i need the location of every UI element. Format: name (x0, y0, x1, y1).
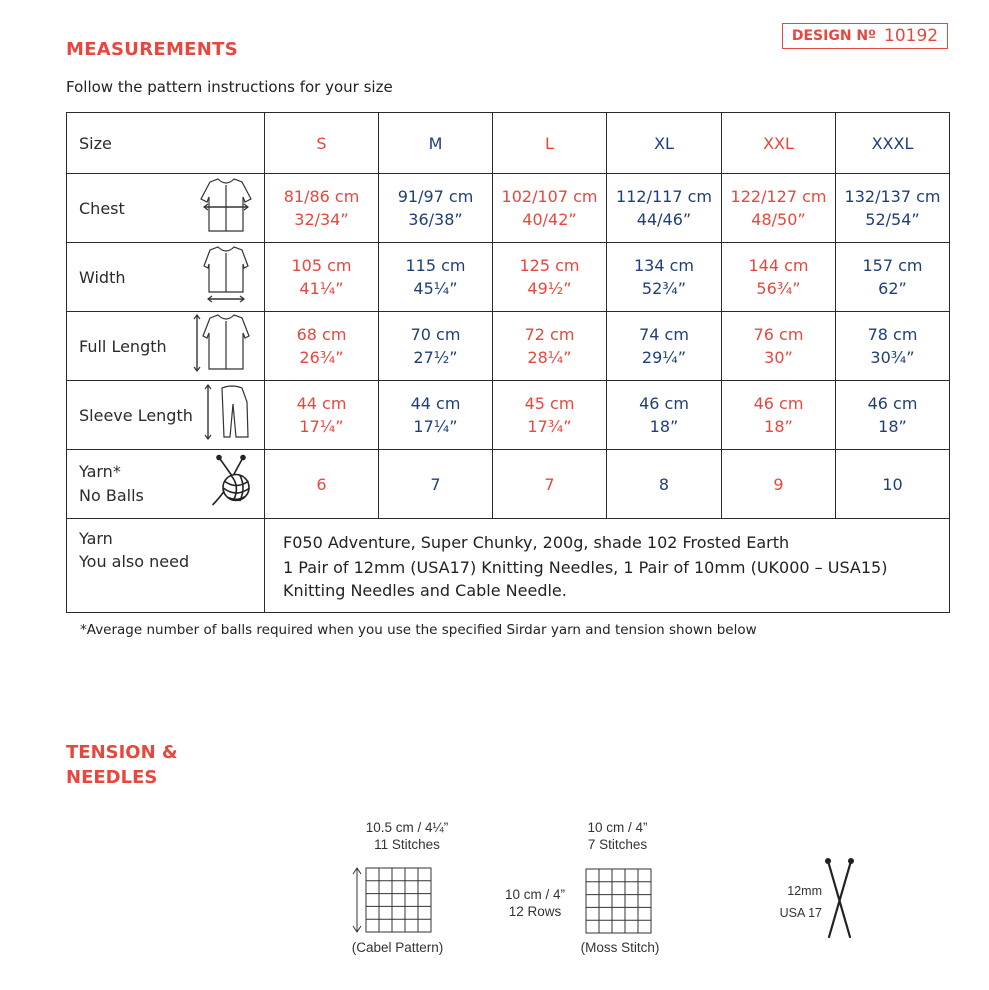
size-header-xl: XL (607, 113, 722, 174)
row-label-sleeve-length (67, 381, 265, 450)
imperial-value: 32/34” (294, 210, 349, 229)
metric-value: 81/86 cm (283, 187, 360, 206)
width-measure-icon (198, 244, 254, 310)
metric-value: 44 cm (296, 394, 347, 413)
row-label-chest (67, 174, 265, 243)
needle-size-text: 12mm (787, 884, 822, 898)
imperial-value: 49½” (527, 279, 572, 298)
row-label-full-length-text: Full Length (79, 336, 167, 356)
design-number: 10192 (884, 26, 939, 46)
metric-value: 144 cm (748, 256, 809, 275)
imperial-value: 17¼” (299, 417, 344, 436)
sleeve-length-measure-icon (202, 382, 254, 448)
metric-value: 122/127 cm (730, 187, 827, 206)
yarn-spec-text: F050 Adventure, Super Chunky, 200g, shade 102 Frosted Earth (283, 532, 790, 552)
imperial-value: 41¼” (299, 279, 344, 298)
cell-sleeve-length-xxxl (836, 381, 950, 450)
size-header-m: M (379, 113, 493, 174)
cell-full-length-l (493, 312, 607, 381)
row-full-length (67, 312, 950, 381)
yarn-label: Yarn* (79, 462, 121, 481)
cell-sleeve-length-xl (607, 381, 722, 450)
cell-width-xxxl (836, 243, 950, 312)
row-label-width-text: Width (79, 267, 126, 287)
imperial-value: 18” (649, 417, 679, 436)
cell-sleeve-length-m (379, 381, 493, 450)
metric-value: 132/137 cm (844, 187, 941, 206)
row-label-sleeve-length-text: Sleeve Length (79, 405, 193, 425)
imperial-value: 17¼” (413, 417, 458, 436)
balls-xxxl: 10 (836, 450, 950, 519)
balls-xl: 8 (607, 450, 722, 519)
metric-value: 91/97 cm (397, 187, 474, 206)
imperial-value: 26¾” (299, 348, 344, 367)
imperial-value: 44/46” (636, 210, 692, 229)
cell-full-length-xl (607, 312, 722, 381)
swatch2-caption: (Moss Stitch) (580, 940, 660, 955)
cell-width-m (379, 243, 493, 312)
swatch1-caption: (Cabel Pattern) (351, 940, 444, 955)
metric-value: 115 cm (405, 256, 466, 275)
row-label-yarn-balls (67, 450, 265, 519)
cell-sleeve-length-xxl (722, 381, 836, 450)
balls-xxl: 9 (722, 450, 836, 519)
swatch2-grid-icon (582, 866, 654, 936)
cell-chest-xxxl (836, 174, 950, 243)
row-chest (67, 174, 950, 243)
row-width (67, 243, 950, 312)
metric-value: 72 cm (524, 325, 575, 344)
needle-size-labels (770, 880, 822, 924)
footnote: *Average number of balls required when you use the specified Sirdar yarn and tension shown below (80, 622, 757, 638)
imperial-value: 28¼” (527, 348, 572, 367)
size-header-xxxl: XXXL (836, 113, 950, 174)
needles-text-line-2: Knitting Needles and Cable Needle. (283, 580, 567, 600)
balls-l: 7 (493, 450, 607, 519)
chest-measure-icon (198, 175, 254, 241)
materials-text (265, 519, 950, 613)
metric-value: 134 cm (633, 256, 694, 275)
row-yarn-balls (67, 450, 950, 519)
swatch1-grid-icon (345, 860, 435, 938)
cell-width-xl (607, 243, 722, 312)
imperial-value: 52¾” (641, 279, 687, 298)
yarn-ball-icon (210, 454, 254, 515)
swatch2-height-text: 10 cm / 4” (504, 887, 566, 902)
no-balls-label: No Balls (79, 486, 144, 505)
swatch1-width-label (348, 819, 466, 853)
cell-full-length-xxl (722, 312, 836, 381)
metric-value: 78 cm (867, 325, 918, 344)
swatch2-stitches-text: 7 Stitches (587, 837, 648, 852)
full-length-measure-icon (192, 312, 254, 380)
metric-value: 102/107 cm (501, 187, 598, 206)
metric-value: 44 cm (410, 394, 461, 413)
metric-value: 105 cm (291, 256, 352, 275)
row-label-chest-text: Chest (79, 198, 125, 218)
needles-text-line-1: 1 Pair of 12mm (USA17) Knitting Needles, 1 Pair of 10mm (UK000 – USA15) (283, 557, 888, 577)
page-title: MEASUREMENTS (66, 39, 238, 60)
cell-sleeve-length-l (493, 381, 607, 450)
metric-value: 70 cm (410, 325, 461, 344)
intro-text: Follow the pattern instructions for your size (66, 78, 393, 96)
needle-usa-text: USA 17 (779, 906, 822, 920)
row-label-materials (67, 519, 265, 613)
tension-title (66, 740, 178, 790)
swatch2-width-text: 10 cm / 4” (587, 820, 648, 835)
imperial-value: 27½” (413, 348, 458, 367)
size-label: Size (67, 113, 265, 174)
imperial-value: 17¾” (527, 417, 572, 436)
metric-value: 68 cm (296, 325, 347, 344)
cell-chest-l (493, 174, 607, 243)
metric-value: 76 cm (753, 325, 804, 344)
cell-chest-s (265, 174, 379, 243)
metric-value: 157 cm (862, 256, 923, 275)
balls-m: 7 (379, 450, 493, 519)
materials-also-need-label: You also need (79, 552, 190, 571)
swatch1-stitches-text: 11 Stitches (374, 837, 440, 852)
tension-title-line-1: TENSION & (66, 742, 178, 763)
balls-s: 6 (265, 450, 379, 519)
imperial-value: 30¾” (870, 348, 915, 367)
metric-value: 45 cm (524, 394, 575, 413)
swatch2-width-label (570, 819, 665, 853)
imperial-value: 18” (878, 417, 907, 436)
cell-width-l (493, 243, 607, 312)
metric-value: 46 cm (639, 394, 689, 413)
cell-full-length-xxxl (836, 312, 950, 381)
row-materials (67, 519, 950, 613)
swatch1-width-text: 10.5 cm / 4¼” (365, 820, 449, 835)
cell-width-s (265, 243, 379, 312)
size-header-s: S (265, 113, 379, 174)
crossed-needles-icon (820, 855, 860, 941)
imperial-value: 52/54” (865, 210, 920, 229)
cell-chest-xl (607, 174, 722, 243)
metric-value: 125 cm (519, 256, 580, 275)
swatch2-rows-text: 12 Rows (508, 904, 562, 919)
imperial-value: 48/50” (751, 210, 806, 229)
design-number-badge (782, 23, 948, 49)
row-label-width (67, 243, 265, 312)
metric-value: 46 cm (867, 394, 918, 413)
metric-value: 74 cm (639, 325, 689, 344)
swatch2-height-label (496, 886, 574, 920)
cell-chest-m (379, 174, 493, 243)
size-header-xxl: XXL (722, 113, 836, 174)
imperial-value: 45¼” (413, 279, 458, 298)
cell-full-length-m (379, 312, 493, 381)
imperial-value: 30” (764, 348, 793, 367)
design-label: DESIGN Nº (791, 28, 877, 44)
imperial-value: 36/38” (408, 210, 463, 229)
tension-title-line-2: NEEDLES (66, 767, 158, 788)
measurements-table (66, 112, 950, 613)
row-label-full-length (67, 312, 265, 381)
size-header-l: L (493, 113, 607, 174)
cell-width-xxl (722, 243, 836, 312)
imperial-value: 40/42” (522, 210, 577, 229)
imperial-value: 62” (878, 279, 907, 298)
imperial-value: 56¾” (756, 279, 801, 298)
materials-yarn-label: Yarn (79, 529, 113, 548)
cell-sleeve-length-s (265, 381, 379, 450)
imperial-value: 18” (764, 417, 793, 436)
row-sleeve-length (67, 381, 950, 450)
size-row (67, 113, 950, 174)
metric-value: 46 cm (753, 394, 804, 413)
imperial-value: 29¼” (641, 348, 687, 367)
cell-full-length-s (265, 312, 379, 381)
metric-value: 112/117 cm (616, 187, 712, 206)
cell-chest-xxl (722, 174, 836, 243)
